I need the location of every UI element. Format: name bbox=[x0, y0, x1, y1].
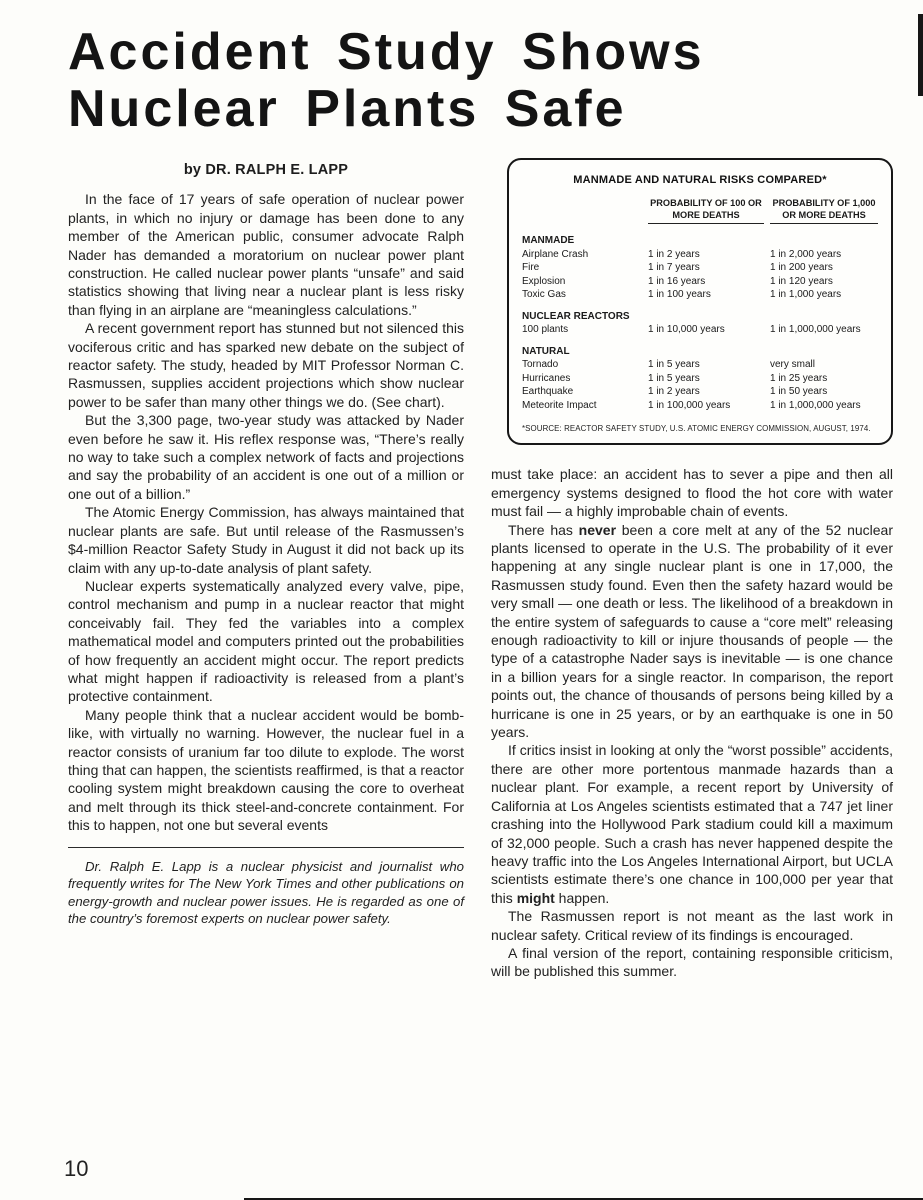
risk-label: Hurricanes bbox=[522, 372, 571, 384]
article-paragraph: The Rasmussen report is not meant as the last work in nuclear safety. Critical review of its findings is encouraged. bbox=[491, 908, 893, 943]
risk-value: 1 in 1,000,000 years bbox=[770, 399, 861, 411]
risk-table-title: MANMADE AND NATURAL RISKS COMPARED* bbox=[573, 174, 827, 187]
risk-section-natural: NATURAL bbox=[522, 345, 570, 357]
article-paragraph: A recent government report has stunned but not silenced this vociferous critic and has sparked new debate on the subject of reactor safety. The study, headed by MIT Professor Norman C. Rasmussen, supplies accident projections which show nuclear power to be safer than many other things we do. (See chart). bbox=[68, 320, 464, 410]
article-paragraph: There has never been a core melt at any of the 52 nuclear plants licensed to operate in the U.S. The probability of it ever happening at any single nuclear plant is one in 17,000, the Rasmussen study found. Even then the safety hazard would be very small — one death or less. The likelihood of a breakdown in the entire system of safeguards to cause a “core melt” releasing enough radioactivity to kill or injure thousands of people — the type of a catastrophe Nader says is inevitable — is one chance in a billion years for a single reactor. In comparison, the report points out, the chance of thousands of persons being killed by a hurricane is one in 25 years, or by an earthquake is one in 50 years. bbox=[491, 521, 893, 741]
article-paragraph: But the 3,300 page, two-year study was attacked by Nader even before he saw it. His reflex response was, “There’s really no way to take such a complex network of facts and projections and say the probability of an accident is one out of a million or one out of a billion.” bbox=[68, 412, 464, 502]
byline: by DR. RALPH E. LAPP bbox=[183, 162, 349, 179]
risk-value: 1 in 5 years bbox=[648, 372, 700, 384]
risk-value: 1 in 7 years bbox=[648, 262, 700, 274]
author-bio-text: Dr. Ralph E. Lapp is a nuclear physicist and journalist who frequently writes for The New York Times and other publications on energy-growth and nuclear power issues. He is regarded as one of the country’s foremost experts on nuclear power safety. bbox=[68, 858, 464, 927]
left-column bbox=[68, 158, 464, 928]
right-column bbox=[491, 158, 893, 980]
page-number: 10 bbox=[64, 1156, 89, 1181]
risk-label: Airplane Crash bbox=[522, 248, 589, 260]
risk-label: Fire bbox=[522, 262, 540, 274]
risk-label: 100 plants bbox=[522, 324, 569, 336]
risk-value: 1 in 2 years bbox=[648, 386, 700, 398]
risk-value: 1 in 25 years bbox=[770, 372, 828, 384]
article-columns bbox=[0, 138, 923, 980]
risk-header-spacer bbox=[522, 198, 642, 226]
risk-label: Tornado bbox=[522, 359, 559, 371]
risk-section-nuclear-reactors: NUCLEAR REACTORS bbox=[522, 310, 630, 322]
risk-label: Toxic Gas bbox=[522, 289, 566, 301]
article-paragraph: Many people think that a nuclear accident would be bomb-like, with virtually no warning. However, the nuclear fuel in a reactor consists of uranium far too dilute to explode. The worst thing that can happen, the scientists reaffirmed, is that a reactor cooling system might breakdown causing the core to overheat and melt through its thick steel-and-concrete containment. For this to happen, not one but several events bbox=[68, 706, 464, 834]
risk-value: 1 in 2,000 years bbox=[770, 248, 842, 260]
risk-value: 1 in 1,000 years bbox=[770, 289, 842, 301]
article-title bbox=[0, 0, 923, 138]
article-paragraph: The Atomic Energy Commission, has always maintained that nuclear plants are safe. But until release of the Rasmussen’s $4-million Reactor Safety Study in August it did not back up its claim with any up-to-date analysis of plant safety. bbox=[68, 504, 464, 576]
article-paragraph: Nuclear experts systematically analyzed every valve, pipe, control mechanism and pump in a nuclear reactor that might conceivably fail. They fed the variables into a complex mathematical model and computers printed out the probabilities of how frequently an accident might occur. The report predicts what might happen if radioactivity is released from a plant’s protective containment. bbox=[68, 577, 464, 705]
risk-label: Meteorite Impact bbox=[522, 399, 597, 411]
risk-comparison-box bbox=[507, 158, 893, 445]
article-paragraph: In the face of 17 years of safe operation of nuclear power plants, in which no injury or damage has been done to any member of the American public, consumer advocate Ralph Nader has demanded a moratorium on nuclear power plant construction. He called nuclear power plants “unsafe” and said statistics showing that living near a nuclear plant is less risky than flying in an airplane are “meaningless calculations.” bbox=[68, 191, 464, 318]
article-paragraph: must take place: an accident has to sever a pipe and then all emergency systems designed to flood the hot core with water must fail — a highly improbable chain of events. bbox=[491, 466, 893, 520]
risk-value: 1 in 10,000 years bbox=[648, 324, 725, 336]
risk-table bbox=[522, 198, 878, 412]
risk-value: 1 in 100,000 years bbox=[648, 399, 731, 411]
risk-value: 1 in 2 years bbox=[648, 248, 700, 260]
article-paragraph: If critics insist in looking at only the “worst possible” accidents, there are other more portentous manmade hazards than a nuclear plant. For example, a recent report by University of California at Los Angeles scientists estimated that a 747 jet liner crashing into the Hollywood Park stadium could kill a maximum of 32,000 people. Such a crash has never happened despite the heavy traffic into the Los Angeles International Airport, but UCLA scientists estimate there’s one chance in 100,000 per year that this might happen. bbox=[491, 742, 893, 906]
scan-edge-artifact bbox=[918, 14, 923, 96]
risk-section-manmade: MANMADE bbox=[522, 235, 575, 247]
article-paragraph: A final version of the report, containing responsible criticism, will be published this summer. bbox=[491, 944, 893, 980]
risk-table-footnote: *SOURCE: REACTOR SAFETY STUDY, U.S. ATOMIC ENERGY COMMISSION, AUGUST, 1974. bbox=[522, 424, 871, 434]
risk-label: Explosion bbox=[522, 275, 566, 287]
risk-value: 1 in 5 years bbox=[648, 359, 700, 371]
risk-col2-header: PROBABILITY OF 1,000 OR MORE DEATHS bbox=[770, 198, 878, 224]
risk-value: 1 in 16 years bbox=[648, 275, 706, 287]
author-bio bbox=[68, 847, 464, 928]
risk-col1-header: PROBABILITY OF 100 OR MORE DEATHS bbox=[648, 198, 764, 224]
article-title-line-1: Accident Study Shows bbox=[68, 23, 705, 81]
risk-value: 1 in 120 years bbox=[770, 275, 833, 287]
risk-label: Earthquake bbox=[522, 386, 574, 398]
risk-value: very small bbox=[770, 359, 816, 371]
risk-value: 1 in 100 years bbox=[648, 289, 711, 301]
article-title-line-2: Nuclear Plants Safe bbox=[68, 80, 627, 139]
risk-value: 1 in 1,000,000 years bbox=[770, 324, 861, 336]
risk-value: 1 in 50 years bbox=[770, 386, 828, 398]
risk-value: 1 in 200 years bbox=[770, 262, 833, 274]
